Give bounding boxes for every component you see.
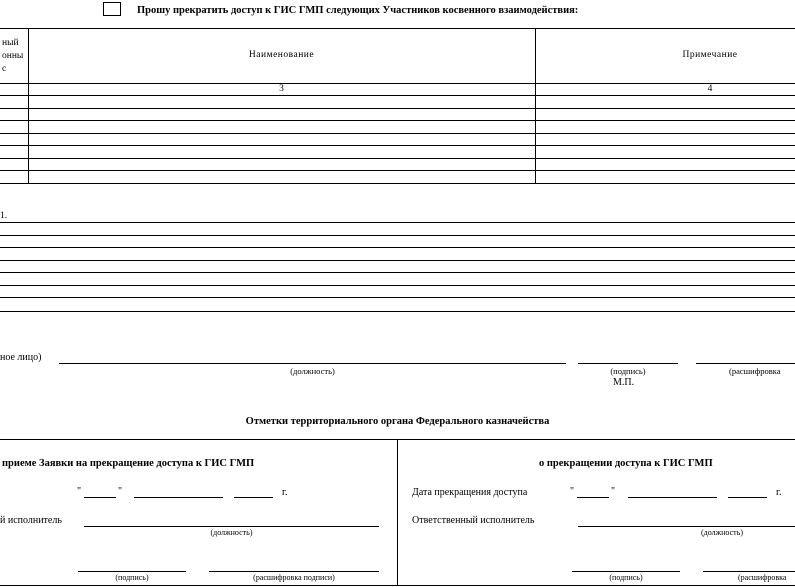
acceptance-position-line[interactable] (84, 526, 379, 527)
person-label: ное лицо) (0, 352, 42, 363)
request-label: Прошу прекратить доступ к ГИС ГМП следующих Участников косвенного взаимодействия: (137, 5, 579, 16)
termination-position-caption: (должность) (701, 528, 743, 537)
acceptance-year-suffix: г. (282, 487, 288, 498)
request-checkbox[interactable] (103, 2, 121, 16)
acceptance-day-field[interactable] (84, 497, 116, 498)
termination-executor-label: Ответственный исполнитель (412, 515, 535, 526)
acceptance-month-field[interactable] (134, 497, 223, 498)
acceptance-executor-label: й исполнитель (0, 515, 62, 526)
acceptance-signature-caption: (подпись) (115, 573, 149, 582)
acceptance-decode-line[interactable] (209, 571, 379, 572)
treasury-marks-title: Отметки территориального органа Федерального казначейства (245, 416, 550, 427)
decode-line[interactable] (696, 363, 795, 364)
decode-caption: (расшифровка (729, 366, 781, 376)
acceptance-year-field[interactable] (234, 497, 273, 498)
termination-day-field[interactable] (577, 497, 609, 498)
termination-title: о прекращении доступа к ГИС ГМП (539, 458, 713, 469)
termination-month-field[interactable] (628, 497, 717, 498)
table-col-name-number: 3 (279, 84, 284, 94)
position-caption: (должность) (290, 366, 335, 376)
termination-position-line[interactable] (578, 526, 795, 527)
termination-date-label: Дата прекращения доступа (412, 487, 528, 498)
signature-line[interactable] (578, 363, 678, 364)
table-col-name-header: Наименование (248, 50, 315, 60)
termination-decode-line[interactable] (703, 571, 795, 572)
termination-signature-caption: (подпись) (609, 573, 643, 582)
stamp-label: М.П. (613, 377, 635, 388)
table-col-note-number: 4 (707, 84, 713, 94)
termination-decode-caption: (расшифровка (738, 573, 787, 582)
acceptance-position-caption: (должность) (210, 528, 253, 537)
signature-caption: (подпись) (610, 366, 646, 376)
notes-marker: 1. (0, 211, 8, 221)
position-line[interactable] (59, 363, 566, 364)
acceptance-signature-line[interactable] (78, 571, 186, 572)
termination-year-suffix: г. (776, 487, 782, 498)
acceptance-title: приеме Заявки на прекращение доступа к ГИС ГМП (2, 458, 255, 469)
table-col-note-header: Примечание (682, 50, 738, 60)
termination-signature-line[interactable] (572, 571, 680, 572)
table-col1-header: ный онны с (2, 38, 24, 74)
acceptance-decode-caption: (расшифровка подписи) (253, 573, 335, 582)
termination-year-field[interactable] (728, 497, 767, 498)
